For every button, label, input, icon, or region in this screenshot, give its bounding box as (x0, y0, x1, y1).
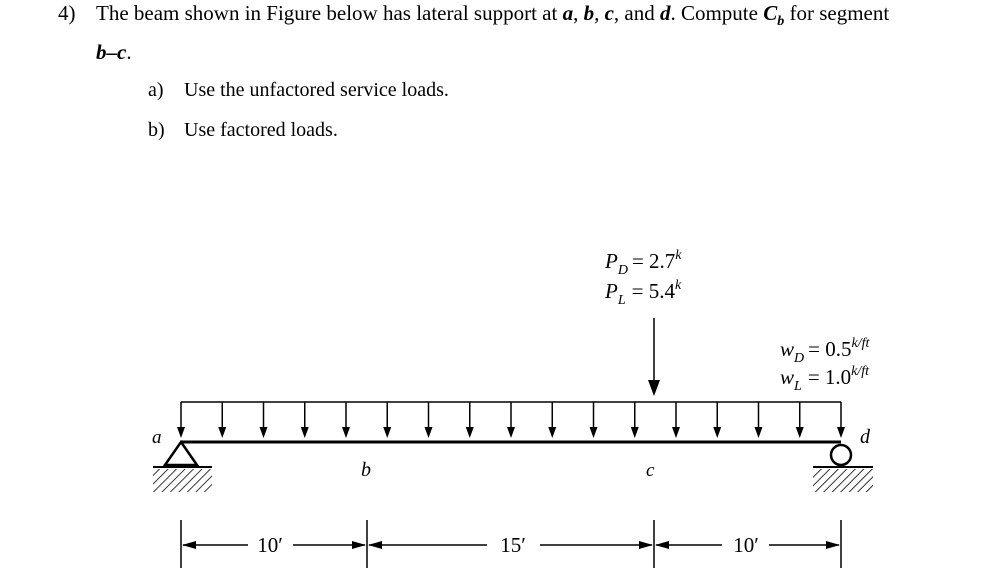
dimension-label-ab: 10′ (257, 533, 283, 557)
point-load-dead-label: $P_D = 2.7^k$ (605, 248, 682, 278)
support-b-label: b (583, 1, 595, 25)
support-c-label: c (604, 1, 614, 25)
distributed-load-dead-label: $w_D = 0.5^{k/ft}$ (780, 336, 870, 366)
pin-support (153, 442, 212, 492)
question-number: 4) (58, 1, 76, 25)
question-text-part3: for segment (784, 1, 890, 25)
load-arrow-head (466, 427, 474, 438)
point-a-label: a (152, 427, 162, 448)
load-arrow-head (301, 427, 309, 438)
load-arrow-head (507, 427, 515, 438)
dimension-label-cd: 10′ (733, 533, 759, 557)
point-b-label: b (361, 459, 371, 481)
support-d-label: d (659, 1, 671, 25)
segment-label: b–c (96, 40, 127, 64)
load-arrow-head (383, 427, 391, 438)
load-arrow-head (342, 427, 350, 438)
question-text-part1: The beam shown in Figure below has lateral support at (96, 1, 563, 25)
subpart-a-text: Use the unfactored service loads. (184, 79, 449, 101)
point-load-live-label: $P_L = 5.4^k$ (605, 278, 682, 308)
cb-symbol: $C_b$ (763, 1, 785, 30)
roller-support (813, 445, 873, 492)
distributed-load-live-label: $w_L = 1.0^{k/ft}$ (780, 364, 870, 394)
load-arrow-head (548, 427, 556, 438)
point-d-label: d (860, 426, 870, 448)
load-arrow-head (796, 427, 804, 438)
load-arrow-head (218, 427, 226, 438)
load-arrow-head (713, 427, 721, 438)
point-c-label: c (646, 460, 655, 481)
load-arrow-head (631, 427, 639, 438)
load-arrow-head (177, 427, 185, 438)
dimension-label-bc: 15′ (500, 533, 526, 557)
subpart-b-letter: b) (148, 119, 165, 141)
subpart-a-letter: a) (148, 79, 164, 101)
separator: , and (613, 1, 660, 25)
point-load-arrow-head (648, 380, 660, 396)
subpart-b-text: Use factored loads. (184, 119, 338, 141)
load-arrow-head (755, 427, 763, 438)
separator: , (594, 1, 605, 25)
separator: , (573, 1, 584, 25)
load-arrow-head (425, 427, 433, 438)
question-text-part2: . Compute (670, 1, 764, 25)
load-arrow-head (672, 427, 680, 438)
load-arrow-head (837, 427, 845, 438)
distributed-load-arrows (177, 402, 845, 438)
load-arrow-head (260, 427, 268, 438)
period: . (126, 40, 132, 64)
support-a-label: a (562, 1, 574, 25)
load-arrow-head (590, 427, 598, 438)
